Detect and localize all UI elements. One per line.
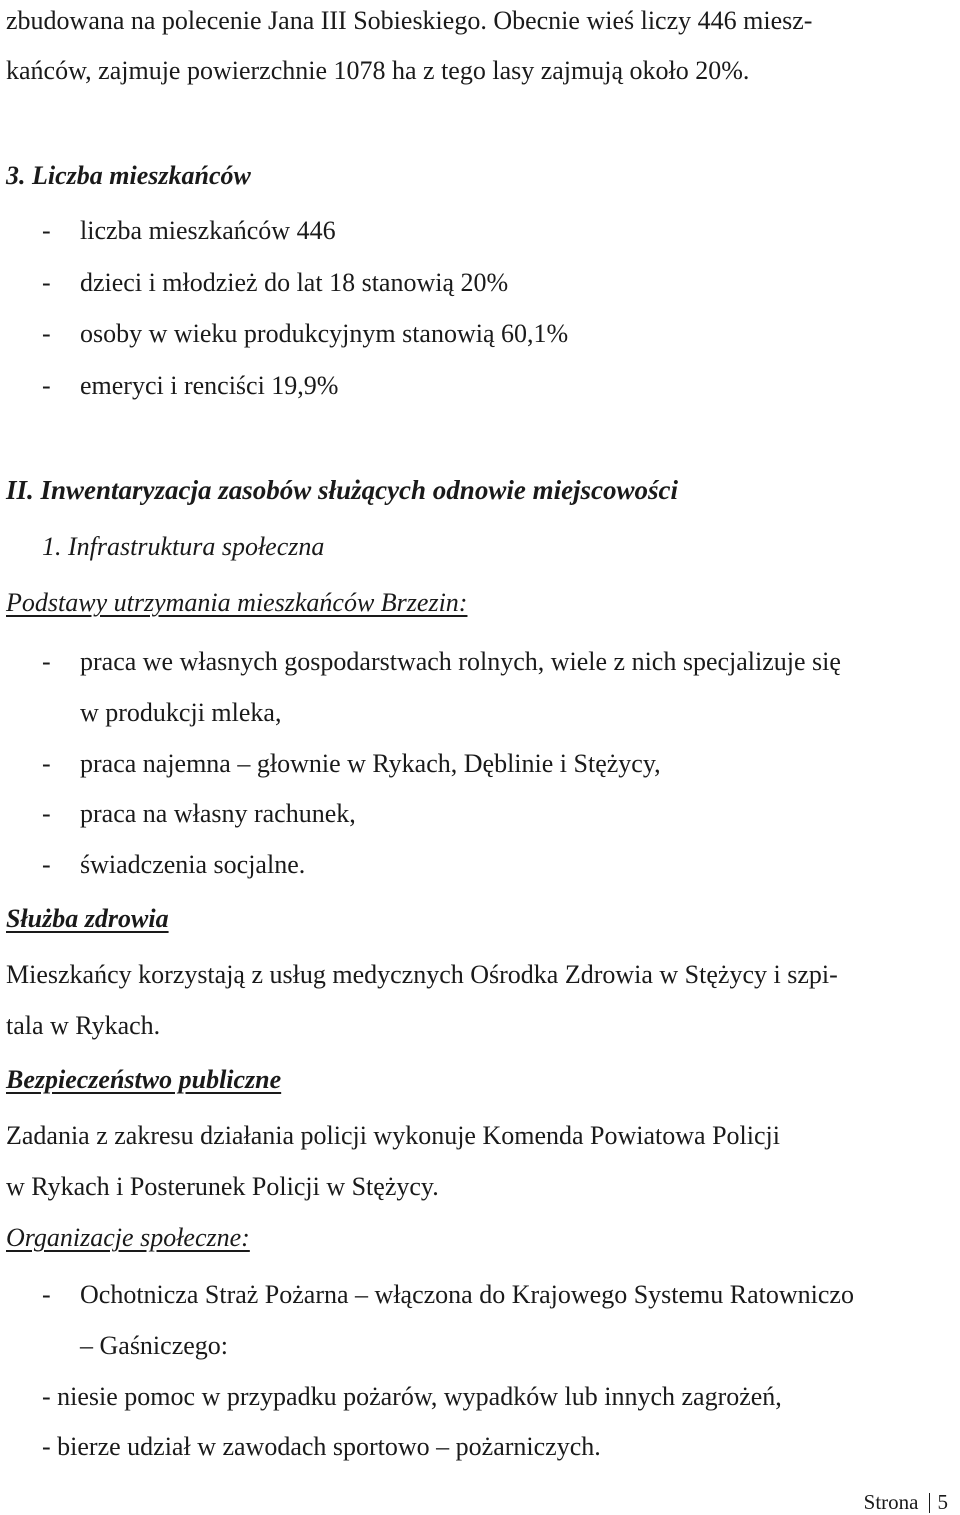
list-item-text: praca najemna – głownie w Rykach, Dęblinie i Stężycy, <box>80 749 661 778</box>
list-bullet: - <box>42 799 51 828</box>
list-item-text: liczba mieszkańców 446 <box>80 216 336 245</box>
list-bullet: - <box>42 319 51 348</box>
list-item-text: praca we własnych gospodarstwach rolnych, wiele z nich specjalizuje się <box>80 647 841 676</box>
list-bullet: - <box>42 371 51 400</box>
list-item-text-cont: – Gaśniczego: <box>80 1331 229 1360</box>
list-bullet: - <box>42 850 51 879</box>
list-bullet: - <box>42 647 51 676</box>
sluzba-heading: Służba zdrowia <box>6 904 169 933</box>
bezpieczenstwo-heading: Bezpieczeństwo publiczne <box>6 1065 282 1094</box>
list-item-text: świadczenia socjalne. <box>80 850 306 879</box>
intro-line-1: zbudowana na polecenie Jana III Sobieskiego. Obecnie wieś liczy 446 miesz- <box>6 6 813 35</box>
podstawy-heading: Podstawy utrzymania mieszkańców Brzezin: <box>6 588 468 617</box>
list-item-text: dzieci i młodzież do lat 18 stanowią 20% <box>80 268 509 297</box>
list-item-text: osoby w wieku produkcyjnym stanowią 60,1% <box>80 319 569 348</box>
subsection-1-heading: 1. Infrastruktura społeczna <box>42 532 325 561</box>
bezpieczenstwo-line-1: Zadania z zakresu działania policji wykonuje Komenda Powiatowa Policji <box>6 1121 780 1150</box>
section-3-heading: 3. Liczba mieszkańców <box>6 161 251 190</box>
list-bullet: - <box>42 268 51 297</box>
list-item-text: praca na własny rachunek, <box>80 799 356 828</box>
page-number: 5 <box>937 1490 948 1514</box>
list-bullet: - <box>42 1280 51 1309</box>
list-bullet: - <box>42 216 51 245</box>
page-label: Strona <box>863 1490 919 1514</box>
osp-task-1: - niesie pomoc w przypadku pożarów, wypadków lub innych zagrożeń, <box>42 1382 782 1411</box>
list-bullet: - <box>42 749 51 778</box>
intro-line-2: kańców, zajmuje powierzchnie 1078 ha z tego lasy zajmują około 20%. <box>6 56 750 85</box>
osp-task-2: - bierze udział w zawodach sportowo – pożarniczych. <box>42 1432 601 1461</box>
organizacje-heading: Organizacje społeczne: <box>6 1223 250 1252</box>
list-item-text: Ochotnicza Straż Pożarna – włączona do Krajowego Systemu Ratowniczo <box>80 1280 854 1309</box>
sluzba-line-2: tala w Rykach. <box>6 1011 161 1040</box>
sluzba-line-1: Mieszkańcy korzystają z usług medycznych Ośrodka Zdrowia w Stężycy i szpi- <box>6 960 838 989</box>
bezpieczenstwo-line-2: w Rykach i Posterunek Policji w Stężycy. <box>6 1172 439 1201</box>
page-separator <box>929 1493 930 1513</box>
chapter-2-heading: II. Inwentaryzacja zasobów służących odnowie miejscowości <box>6 475 679 505</box>
list-item-text-cont: w produkcji mleka, <box>80 698 282 727</box>
list-item-text: emeryci i renciści 19,9% <box>80 371 339 400</box>
page-footer <box>864 1492 948 1513</box>
